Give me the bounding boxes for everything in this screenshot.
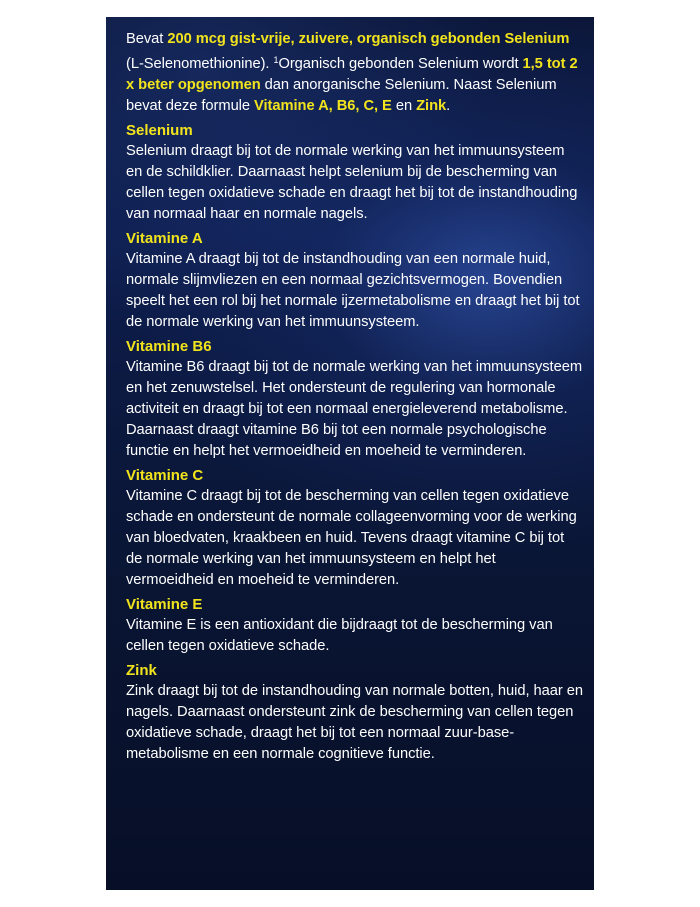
intro-paragraph bbox=[126, 29, 584, 117]
section-zink bbox=[126, 660, 584, 765]
section-vitamine-e bbox=[126, 594, 584, 657]
intro-highlight-zinc: Zink bbox=[416, 98, 447, 114]
intro-text-6: . bbox=[446, 98, 451, 114]
product-info-panel bbox=[106, 17, 594, 890]
section-vitamine-b6 bbox=[126, 336, 584, 462]
section-text: Vitamine B6 draagt bij tot de normale werking van het immuunsysteem en het zenuwstelsel. Het ondersteunt de regulering van hormonale activiteit en draagt bij tot een normaal energieleverend metabolisme. Daarnaast draagt vitamine B6 bij tot een normale psychologische functie en helpt het vermoeidheid en moeheid te verminderen. bbox=[126, 359, 583, 459]
section-title: Vitamine B6 bbox=[126, 338, 212, 355]
section-title: Selenium bbox=[126, 122, 193, 139]
intro-highlight-dose: 200 mcg gist-vrije, zuivere, organisch gebonden Selenium bbox=[167, 31, 570, 47]
section-text: Selenium draagt bij tot de normale werking van het immuunsysteem en de schildklier. Daarnaast helpt selenium bij de bescherming van cellen tegen oxidatieve schade en draagt het bij tot de instandhouding van normaal haar en normale nagels. bbox=[126, 143, 578, 222]
intro-text-1: Bevat bbox=[126, 31, 168, 47]
section-vitamine-a bbox=[126, 228, 584, 333]
footnote-marker: 1 bbox=[273, 55, 279, 65]
section-selenium bbox=[126, 120, 584, 225]
intro-highlight-vitamins: Vitamine A, B6, C, E bbox=[254, 98, 392, 114]
section-text: Vitamine A draagt bij tot de instandhouding van een normale huid, normale slijmvliezen en een normaal gezichtsvermogen. Bovendien speelt het een rol bij het normale ijzermetabolisme en draagt het bij tot de normale werking van het immuunsysteem. bbox=[126, 251, 580, 330]
intro-highlight-absorption: 1,5 tot 2 x beter opgenomen bbox=[126, 56, 578, 93]
section-vitamine-c bbox=[126, 465, 584, 591]
section-title: Vitamine E bbox=[126, 596, 203, 613]
section-text: Vitamine C draagt bij tot de bescherming van cellen tegen oxidatieve schade en ondersteunt de normale collageenvorming voor de werking van bloedvaten, kraakbeen en huid. Tevens draagt vitamine C bij tot de normale werking van het immuunsysteem en helpt het vermoeidheid en moeheid te verminderen. bbox=[126, 488, 577, 588]
intro-text-2: (L-Selenomethionine). bbox=[126, 56, 274, 72]
section-title: Zink bbox=[126, 662, 157, 679]
section-title: Vitamine C bbox=[126, 467, 204, 484]
section-title: Vitamine A bbox=[126, 230, 203, 247]
intro-text-5: en bbox=[391, 98, 417, 114]
intro-text-4: dan anorganische Selenium. Naast Selenium bevat deze formule bbox=[126, 77, 557, 114]
section-text: Zink draagt bij tot de instandhouding van normale botten, huid, haar en nagels. Daarnaast ondersteunt zink de bescherming van cellen tegen oxidatieve schade, draagt het bij tot een normaal zuur-base-metabolisme en een normale cognitieve functie. bbox=[126, 683, 583, 762]
section-text: Vitamine E is een antioxidant die bijdraagt tot de bescherming van cellen tegen oxidatieve schade. bbox=[126, 617, 553, 654]
intro-text-3: Organisch gebonden Selenium wordt bbox=[278, 56, 523, 72]
